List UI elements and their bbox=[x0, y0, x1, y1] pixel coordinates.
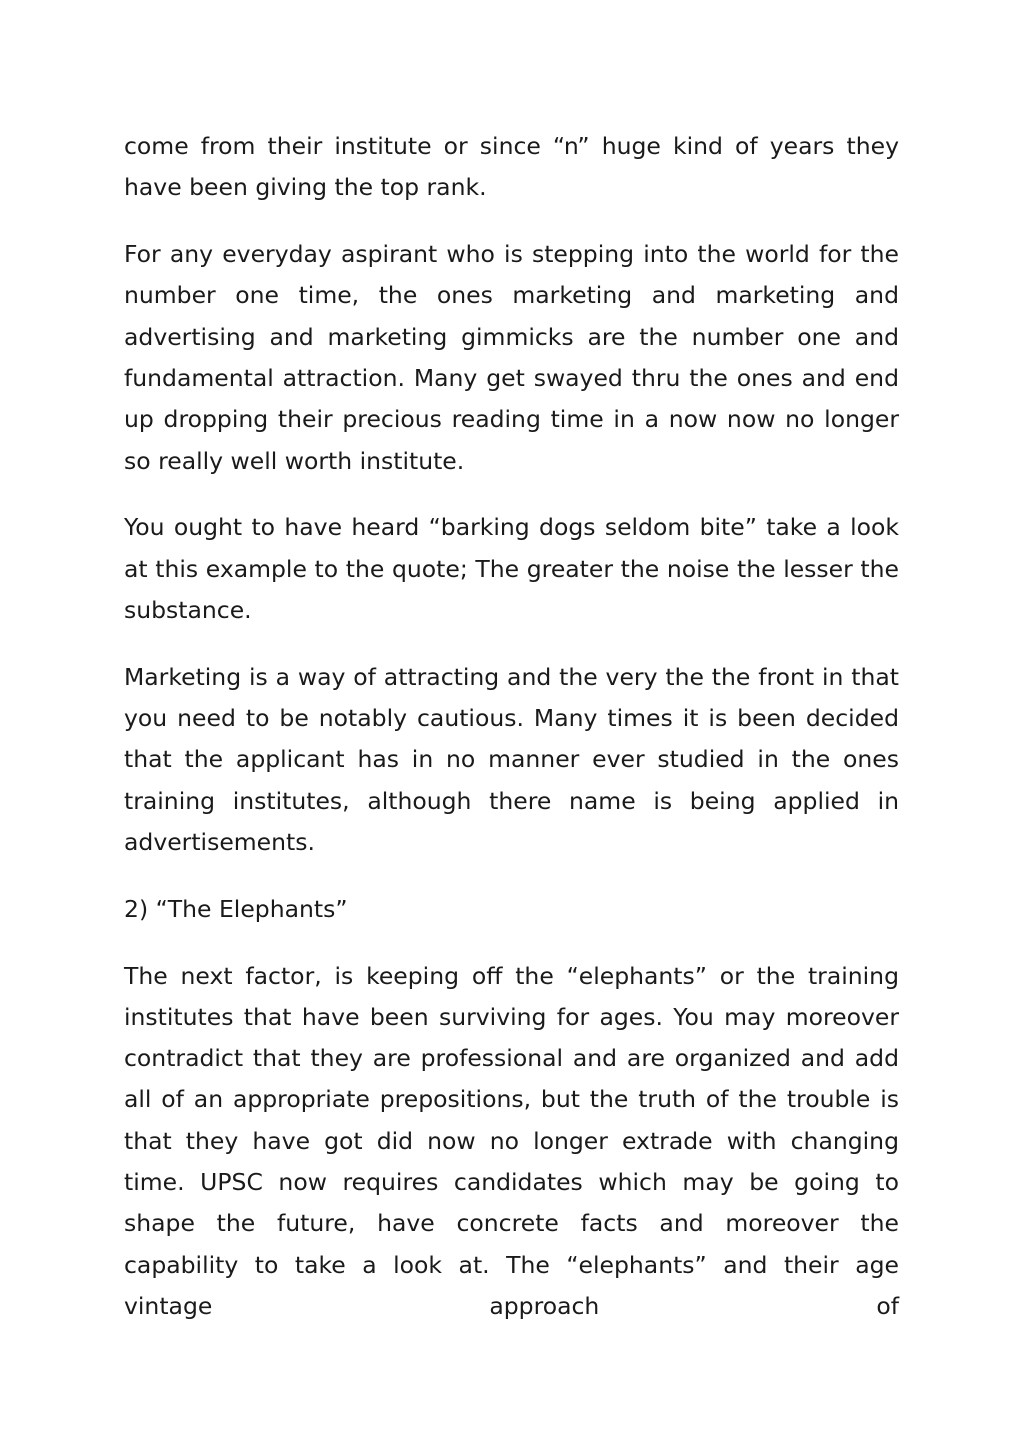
paragraph-barking-dogs: You ought to have heard “barking dogs seldom bite” take a look at this example to the quote; The greater the noise the lesser the substance. bbox=[124, 513, 899, 624]
paragraph-continuation: come from their institute or since “n” huge kind of years they have been giving the top rank. bbox=[124, 132, 899, 202]
document-page bbox=[124, 126, 899, 1327]
paragraph-marketing-gimmicks: For any everyday aspirant who is stepping into the world for the number one time, the ones marketing and marketing and advertising and marketing gimmicks are the number one and fundamental attraction. Many get swayed thru the ones and end up dropping their precious reading time in a now now no longer so really well worth institute. bbox=[124, 240, 899, 475]
paragraph-marketing-caution: Marketing is a way of attracting and the very the the front in that you need to be notably cautious. Many times it is been decided that the applicant has in no manner ever studied in the ones training institutes, although there name is being applied in advertisements. bbox=[124, 662, 899, 856]
paragraph-elephants: The next factor, is keeping off the “elephants” or the training institutes that have been surviving for ages. You may moreover contradict that they are professional and are organized and add all of an appropriate prepositions, but the truth of the trouble is that they have got did now no longer extrade with changing time. UPSC now requires candidates which may be going to shape the future, have concrete facts and moreover the capability to take a look at. The “elephants” and their age vintage approach of bbox=[124, 961, 899, 1320]
section-heading-elephants: 2) “The Elephants” bbox=[124, 894, 348, 923]
